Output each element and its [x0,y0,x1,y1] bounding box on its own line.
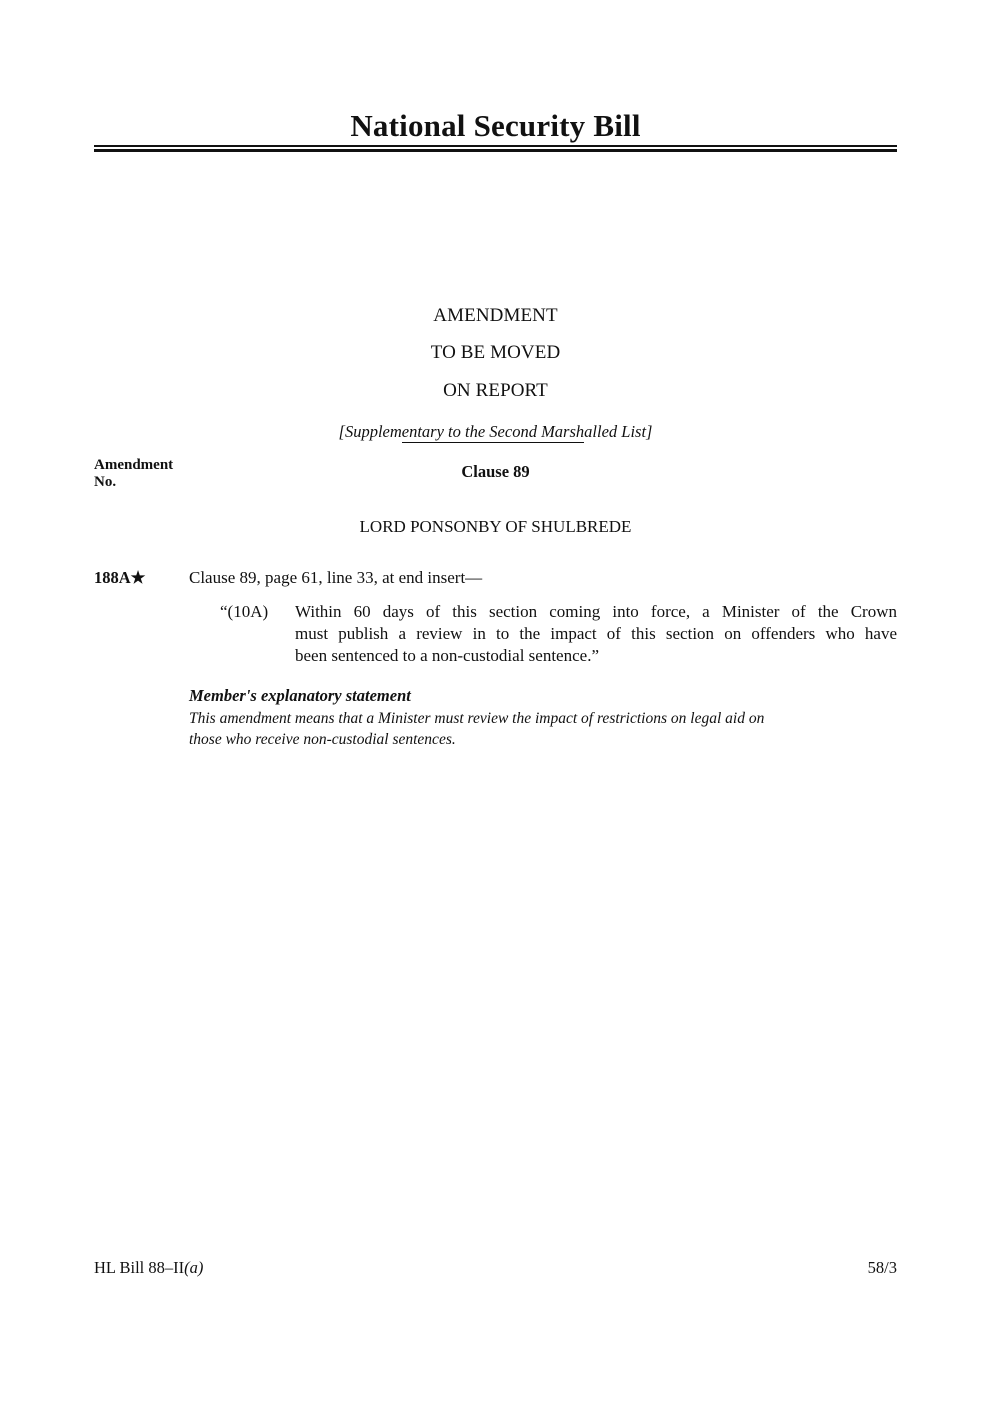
subsection-line: must publish a review in to the impact of this section on offenders who have [295,624,897,643]
subsection-line: Within 60 days of this section coming into force, a Minister of the Crown [295,602,897,621]
bill-title: National Security Bill [350,108,641,143]
explanatory-statement-heading: Member's explanatory statement [189,686,411,705]
footer-bill-reference [94,1258,203,1278]
footer-page-reference: 58/3 [867,1258,897,1277]
supplementary-note: [Supplementary to the Second Marshalled List] [338,422,653,441]
explanatory-line: This amendment means that a Minister must review the impact of restrictions on legal aid on [189,710,765,727]
member-name: LORD PONSONBY OF SHULBREDE [359,517,632,536]
title-rule-thick [94,149,897,152]
explanatory-statement-text [189,708,889,750]
bill-reference-suffix: (a) [184,1258,204,1277]
heading-on-report: ON REPORT [443,380,548,401]
amendment-instruction: Clause 89, page 61, line 33, at end insert— [189,568,483,587]
subsection-line: been sentenced to a non-custodial sentence.” [295,646,599,665]
amendment-label-line2: No. [94,474,117,490]
supplementary-rule [402,442,584,443]
amendment-label-line1: Amendment [94,457,174,473]
heading-to-be-moved: TO BE MOVED [430,342,561,363]
heading-amendment: AMENDMENT [433,305,558,326]
star-icon: ★ [130,568,146,587]
subsection-label: “(10A) [220,602,269,621]
bill-reference-prefix: HL Bill 88–II [94,1258,185,1277]
title-rule-thin [94,145,897,147]
subsection-text [295,601,897,667]
clause-heading: Clause 89 [461,462,530,481]
amendment-number [94,568,145,588]
explanatory-line: those who receive non-custodial sentences. [189,731,456,748]
amendment-number-value: 188A [94,568,131,587]
